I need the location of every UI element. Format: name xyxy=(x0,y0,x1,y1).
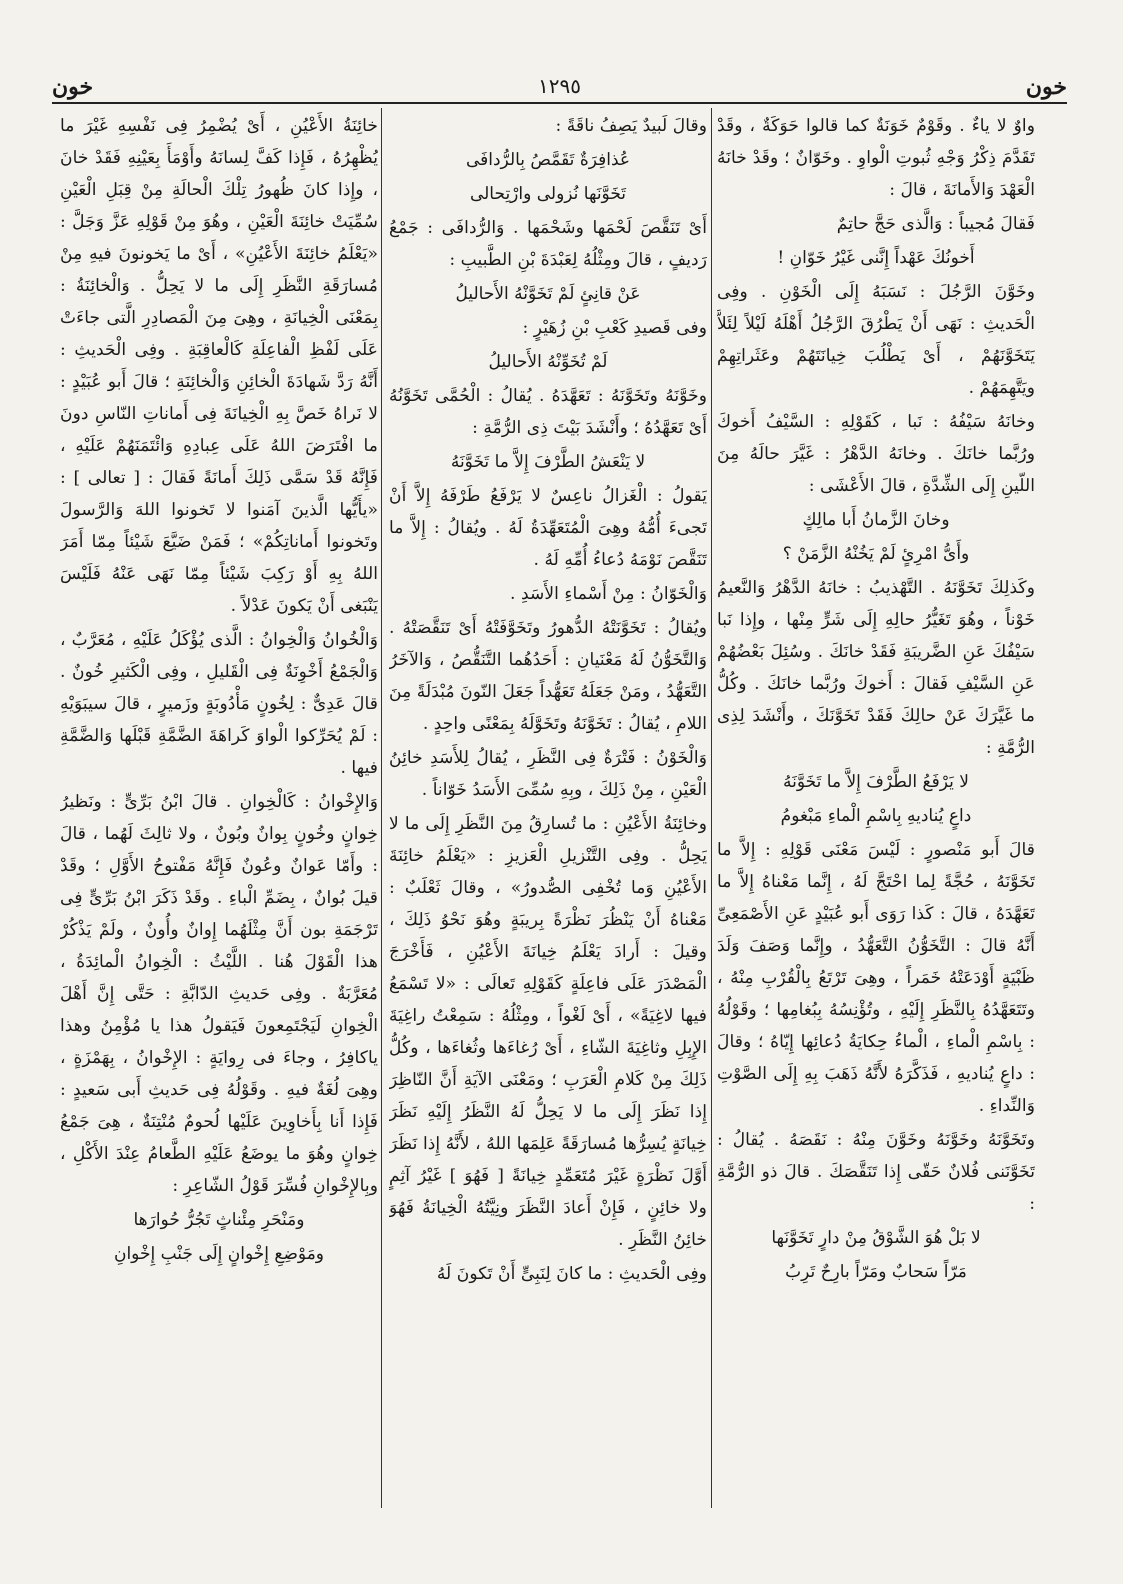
verse-line: ومَوْضِعِ إِخْوانٍ إِلَى جَنْبِ إِخْوانِ xyxy=(113,1244,325,1264)
verse-line: عُذافِرَةٌ تَقَمَّصُ بِالرُّدافَى xyxy=(465,150,631,170)
verse-line: لا يَنْعَشُ الطَّرْفَ إِلاَّ ما تَخَوَّنَهُ xyxy=(450,452,646,472)
entry-paragraph: خائِنَةُ الأَعْيُنِ ، أَىْ يُضْمِرُ فِى نَفْسِهِ غَيْرَ ما يُظْهِرُهُ ، فَإِذا كَفَّ لِسانَهُ وأَوْمَأَ بِعَيْنِهِ فَقَدْ خانَ ، وإِذا كانَ ظُهورُ تِلْكَ الْحالَةِ مِنْ قِبَلِ الْعَيْنِ سُمِّيَتْ خائِنَةَ الْعَيْنِ ، وهُوَ مِنْ قَوْلِهِ عَزَّ وَجَلَّ : «يَعْلَمُ خائِنَةَ الأَعْيُنِ» ، أَىْ ما يَخونونَ فيهِ مِنْ مُسارَقَةِ النَّظَرِ إِلَى ما لا يَحِلُّ . وَالْخائِنَةُ : بِمَعْنَى الْخِيانَةِ ، وهِىَ مِنَ الْمَصادِرِ الَّتى جاءَتْ عَلَى لَفْظِ الْفاعِلَةِ كَالْعاقِبَةِ . وفِى الْحَديثِ : أَنَّهُ رَدَّ شَهادَةَ الْخائِنِ وَالْخائِنَةِ ؛ قالَ أَبو عُبَيْدٍ : لا نَراهُ خَصَّ بِهِ الْخِيانَةَ فِى أَماناتِ النّاسِ دونَ ما افْتَرَضَ اللهُ عَلَى عِبادِهِ وَائْتَمَنَهُمْ عَلَيْهِ ، فَإِنَّهُ قَدْ سَمَّى ذَلِكَ أَمانَةً فَقالَ : [ تعالى ] : «يأَيُّها الَّذينَ آمَنوا لا تَخونوا اللهَ وَالرَّسولَ وتَخونوا أَماناتِكُمْ» ؛ فَمَنْ ضَيَّعَ شَيْئاً مِمّا أَمَرَ اللهُ بِهِ أَوْ رَكِبَ شَيْئاً مِمّا نَهَى عَنْهُ فَلَيْسَ يَنْبَغى أَنْ يَكونَ عَدْلاً . xyxy=(60,116,378,616)
header-keyword-left: خون xyxy=(52,74,94,100)
verse-line: لا يَرْفَعُ الطَّرْفَ إِلاَّ ما تَخَوَّنَهُ xyxy=(783,772,969,792)
entry-paragraph: أَىْ تَنَقَّصَ لَحْمَها وشَحْمَها . وَالرُّدافَى : جَمْعُ رَديفٍ ، قالَ ومِثْلُهُ لِعَبْدَةَ بْنِ الطَّبيبِ : xyxy=(389,218,707,270)
page-header xyxy=(52,74,1067,102)
verse-line: تَخَوَّنَها نُزولى وارْتِحالى xyxy=(469,184,627,204)
entry-paragraph: وخانَهُ سَيْفُهُ : نَبا ، كَقَوْلِهِ : السَّيْفُ أَخوكَ ورُبَّما خانَكَ . وخانَهُ الدَّهْرُ : غَيَّرَ حالَهُ مِنَ اللّينِ إِلَى الشِّدَّةِ ، قالَ الأَعْشَى : xyxy=(717,412,1035,496)
verse-line: عَنْ قانِئٍ لَمْ تَخَوَّنْهُ الأَحاليلُ xyxy=(455,284,641,304)
entry-paragraph: وخَوَّنَهُ وتَخَوَّنَهُ : تَعَهَّدَهُ . يُقالُ : الْحُمَّى تَخَوَّنُهُ أَىْ تَعَهَّدُهُ ؛ وأَنْشَدَ بَيْتَ ذِى الرُّمَّةِ : xyxy=(389,386,707,438)
verse-line: وخانَ الزَّمانُ أَبا مالِكٍ xyxy=(802,510,950,530)
column-divider xyxy=(381,108,382,1508)
entry-paragraph: وكَذلِكَ تَخَوَّنَهُ . التَّهْذيبُ : خانَهُ الدَّهْرُ وَالنَّعيمُ خَوْناً ، وهُوَ تَغَيُّرُ حالِهِ إِلَى شَرٍّ مِنْها ، وإِذا نَبا سَيْفُكَ عَنِ الضَّريبَةِ فَقَدْ خانَكَ . وسُئِلَ بَعْضُهُمْ عَنِ السَّيْفِ فَقالَ : أَخوكَ ورُبَّما خانَكَ . وكُلُّ ما غَيَّرَكَ عَنْ حالِكَ فَقَدْ تَخَوَّنَكَ ، وأَنْشَدَ لِذِى الرُّمَّةِ : xyxy=(717,578,1035,758)
entry-paragraph: وَالْخَوْنُ : فَتْرَةٌ فِى النَّظَرِ ، يُقالُ لِلأَسَدِ خائِنُ الْعَيْنِ ، مِنْ ذَلِكَ ، وبِهِ سُمِّىَ الأَسَدُ خَوّاناً . xyxy=(389,748,707,800)
text-column-right xyxy=(717,110,1035,1515)
entry-paragraph: ويُقالُ : تَخَوَّنَتْهُ الدُّهورُ وتَخَوَّفَتْهُ أَىْ تَنَقَّصَتْهُ . وَالتَّخَوُّنُ لَهُ مَعْنَيانِ : أَحَدُهُما التَّنَقُّصُ ، وَالآخَرُ التَّعَهُّدُ ، ومَنْ جَعَلَهُ تَعَهُّداً جَعَلَ النّونَ مُبْدَلَةً مِنَ اللامِ ، يُقالُ : تَخَوَّنَهُ وتَخَوَّلَهُ بِمَعْنًى واحِدٍ . xyxy=(389,618,707,734)
entry-paragraph: وخائِنَةُ الأَعْيُنِ : ما تُسارِقُ مِنَ النَّظَرِ إِلَى ما لا يَحِلُّ . وفِى التَّنْزيلِ الْعَزيزِ : «يَعْلَمُ خائِنَةَ الأَعْيُنِ وَما تُخْفِى الصُّدورُ» ، وقالَ ثَعْلَبٌ : مَعْناهُ أَنْ يَنْظُرَ نَظْرَةً بِريبَةٍ وهُوَ نَحْوُ ذَلِكَ ، وقيلَ : أَرادَ يَعْلَمُ خِيانَةَ الأَعْيُنِ ، فَأَخْرَجَ الْمَصْدَرَ عَلَى فاعِلَةٍ كَقَوْلِهِ تَعالَى : «لا تَسْمَعُ فيها لاغِيَةً» ، أَىْ لَغْواً ، ومِثْلُهُ : سَمِعْتُ راغِيَةَ الإِبِلِ وثاغِيَةَ الشّاءِ ، أَىْ رُغاءَها وثُغاءَها ، وكُلُّ ذَلِكَ مِنْ كَلامِ الْعَرَبِ ؛ ومَعْنَى الآيَةِ أَنَّ النّاظِرَ إِذا نَظَرَ إِلَى ما لا يَحِلُّ لَهُ النَّظَرُ إِلَيْهِ نَظَرَ خِيانَةٍ يُسِرُّها مُسارَقَةً عَلِمَها اللهُ ، لأَنَّهُ إِذا نَظَرَ أَوَّلَ نَظْرَةٍ غَيْرَ مُتَعَمِّدٍ خِيانَةً [ فَهُوَ ] غَيْرُ آثِمٍ ولا خائِنٍ ، فَإِنْ أَعادَ النَّظَرَ ونِيَّتُهُ الْخِيانَةُ فَهُوَ خائِنُ النَّظَرِ . xyxy=(389,814,707,1250)
entry-paragraph: يَقولُ : الْغَزالُ ناعِسٌ لا يَرْفَعُ طَرْفَهُ إِلاَّ أَنْ تَجىءَ أُمُّهُ وهِىَ الْمُتَعَهِّدَةُ لَهُ . ويُقالُ : إِلاَّ ما تَنَقَّصَ نَوْمَهُ دُعاءُ أُمِّهِ لَهُ . xyxy=(389,486,707,570)
verse-line: داعٍ يُناديهِ بِاسْمِ الْماءِ مَبْغومُ xyxy=(780,806,972,826)
header-rule xyxy=(52,102,1067,104)
entry-paragraph: وقالَ لَبيدٌ يَصِفُ ناقَةً : xyxy=(555,116,707,136)
entry-paragraph: وَالإِخْوانُ : كَالْخِوانِ . قالَ ابْنُ بَرِّىٍّ : ونَظيرُ خِوانٍ وخُونٍ بِوانٌ وبُونٌ ، ولا ثالِثَ لَهُما ، قالَ : وأَمّا عَوانٌ وعُونٌ فَإِنَّهُ مَفْتوحُ الأَوَّلِ ؛ وقَدْ قيلَ بُوانٌ ، بِضَمِّ الْباءِ . وقَدْ ذَكَرَ ابْنُ بَرِّىٍّ فِى تَرْجَمَةِ بون أَنَّ مِثْلَهُما إِوانٌ وأُونٌ ، ولَمْ يَذْكُرْ هذا الْقَوْلَ هُنا . اللَّيْثُ : الْخِوانُ الْمائِدَةُ ، مُعَرَّبَةٌ . وفِى حَديثِ الدّابَّةِ : حَتَّى إِنَّ أَهْلَ الْخِوانِ لَيَجْتَمِعونَ فَيَقولُ هذا يا مُؤْمِنُ وهذا ياكافِرُ ، وجاءَ فى رِوايَةٍ : الإِخْوانُ ، بِهَمْزَةٍ ، وهِىَ لُغَةٌ فيهِ . وقَوْلُهُ فِى حَديثِ أَبى سَعيدٍ : فَإِذا أَنا بِأَخاوِينَ عَلَيْها لُحومٌ مُنْتِنَةٌ ، هِىَ جَمْعُ خِوانٍ وهُوَ ما يوضَعُ عَلَيْهِ الطَّعامُ عِنْدَ الأَكْلِ ، وبِالإِخْوانِ فُسِّرَ قَوْلُ الشّاعِرِ : xyxy=(60,792,378,1196)
entry-paragraph: وفى قَصيدِ كَعْبِ بْنِ زُهَيْرٍ : xyxy=(522,318,707,338)
column-divider xyxy=(711,108,712,1508)
verse-line: لا بَلْ هُوَ الشَّوْقُ مِنْ دارٍ تَخَوَّنَها xyxy=(771,1228,981,1248)
entry-paragraph: وتَخَوَّنَهُ وخَوَّنَهُ وخَوَّنَ مِنْهُ : نَقَصَهُ . يُقالُ : تَخَوَّنَنى فُلانٌ حَقّى إِذا تَنَقَّصَكَ . قالَ ذو الرُّمَّةِ : xyxy=(717,1130,1035,1214)
page-number: ١٢٩٥ xyxy=(538,74,581,98)
entry-paragraph: واوٌ لا ياءٌ . وقَوْمٌ خَوَنَةٌ كما قالوا حَوَكَةٌ ، وقَدْ تَقَدَّمَ ذِكْرُ وَجْهِ ثُبوتِ الْواوِ . وخَوّانٌ ؛ وقَدْ خانَهُ الْعَهْدَ وَالأَمانَةَ ، قالَ : xyxy=(717,116,1035,200)
header-keyword-right: خون xyxy=(1025,74,1067,100)
verse-line: وأَىُّ امْرِئٍ لَمْ يَخُنْهُ الزَّمَنْ ؟ xyxy=(782,544,970,564)
entry-paragraph: فَقالَ مُجيباً : وَالَّذى حَجَّ حاتِمٌ xyxy=(836,214,1035,234)
verse-line: مَرّاً سَحابٌ ومَرّاً بارِحٌ تَرِبُ xyxy=(785,1262,967,1282)
verse-line: لَمْ تُخَوِّنْهُ الأَحاليلُ xyxy=(488,352,608,372)
entry-paragraph: قالَ أَبو مَنْصورٍ : لَيْسَ مَعْنَى قَوْلِهِ : إِلاَّ ما تَخَوَّنَهُ ، حُجَّةً لِما احْتَجَّ لَهُ ، إِنَّما مَعْناهُ إِلاَّ ما تَعَهَّدَهُ ، قالَ : كَذا رَوَى أَبو عُبَيْدٍ عَنِ الأَصْمَعِىِّ أَنَّهُ قالَ : التَّخَوُّنُ التَّعَهُّدُ ، وإِنَّما وَصَفَ وَلَدَ ظَبْيَةٍ أَوْدَعَتْهُ خَمَراً ، وهِىَ تَرْتَعُ بِالْقُرْبِ مِنْهُ ، وتَتَعَهَّدُهُ بِالنَّظَرِ إِلَيْهِ ، وتُؤْنِسُهُ بِبُغامِها ؛ وقَوْلُهُ : بِاسْمِ الْماءِ ، الْماءُ حِكايَةُ دُعائِها إِيّاهُ ؛ وقالَ : داعٍ يُناديهِ ، فَذَكَّرَهُ لأَنَّهُ ذَهَبَ بِهِ إِلَى الصَّوْتِ وَالنِّداءِ . xyxy=(717,840,1035,1116)
entry-paragraph: وَالْخَوّانُ : مِنْ أَسْماءِ الأَسَدِ . xyxy=(510,584,707,604)
text-column-middle xyxy=(389,110,707,1515)
verse-line: ومَنْحَرِ مِئْناثٍ تَجُرُّ حُوارَها xyxy=(133,1210,305,1230)
entry-paragraph: وَالْخُوانُ وَالْخِوانُ : الَّذى يُؤْكَلُ عَلَيْهِ ، مُعَرَّبٌ ، وَالْجَمْعُ أَخْوِنَةٌ فِى الْقَليلِ ، وفِى الْكَثيرِ خُونٌ . قالَ عَدِىٌّ : لِخُونٍ مَأْدُوبَةٍ وزَميرٍ ، قالَ سيبَوَيْهِ : لَمْ يُحَرِّكوا الْواوَ كَراهَةَ الضَّمَّةِ قَبْلَها وَالضَّمَّةِ فيها . xyxy=(60,630,378,778)
text-column-left xyxy=(60,110,378,1515)
entry-paragraph: وفِى الْحَديثِ : ما كانَ لِنَبِىٍّ أَنْ تَكونَ لَهُ xyxy=(436,1264,707,1284)
entry-paragraph: وخَوَّنَ الرَّجُلَ : نَسَبَهُ إِلَى الْخَوْنِ . وفِى الْحَديثِ : نَهَى أَنْ يَطْرُقَ الرَّجُلُ أَهْلَهُ لَيْلاً لِئَلاَّ يَتَخَوَّنَهُمْ ، أَىْ يَطْلُبَ خِيانَتَهُمْ وعَثَراتِهِمْ ويَتَّهِمَهُمْ . xyxy=(717,282,1035,398)
verse-line: أَخونُكَ عَهْداً إِنَّنى غَيْرُ خَوّانِ ! xyxy=(777,248,975,268)
